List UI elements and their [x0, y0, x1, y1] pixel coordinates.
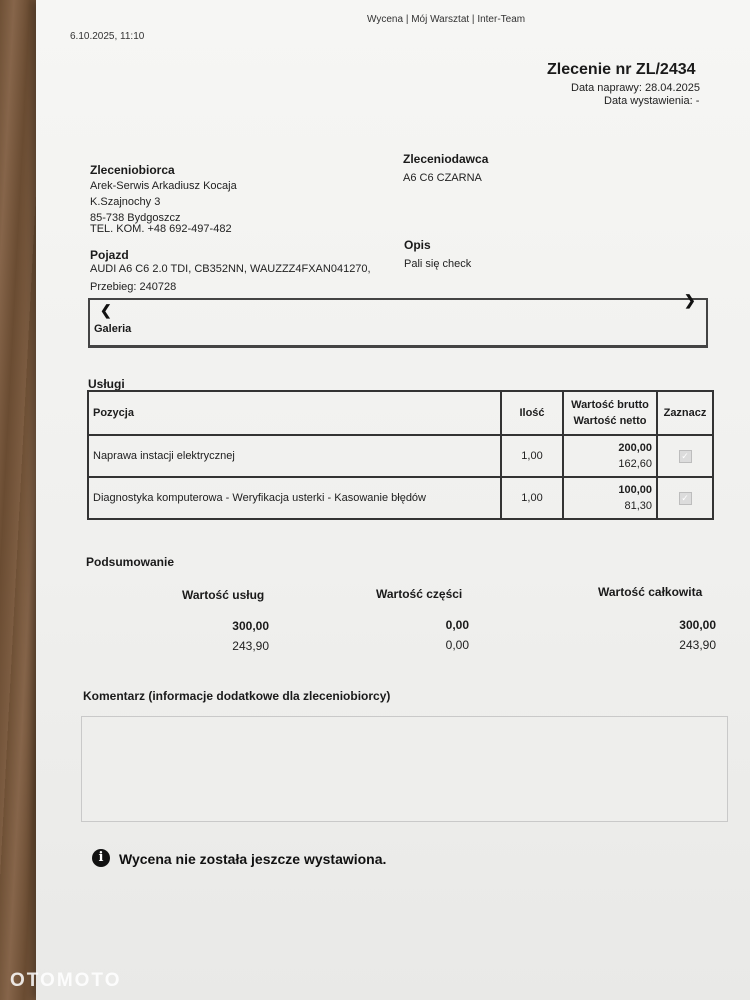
col-select: Zaznacz	[657, 391, 713, 435]
row-select-cell	[657, 435, 713, 477]
row-values	[563, 435, 657, 477]
row-net: 162,60	[618, 458, 652, 470]
summary-heading: Podsumowanie	[86, 555, 175, 569]
row-values	[563, 477, 657, 519]
gallery-panel	[88, 298, 708, 348]
repair-date: Data naprawy: 28.04.2025	[571, 82, 701, 94]
services-heading: Usługi	[88, 377, 125, 391]
comment-heading: Komentarz (informacje dodatkowe dla zleceniobiorcy)	[83, 689, 391, 703]
summary-services-net: 243,90	[232, 639, 269, 653]
table-row	[88, 435, 713, 477]
contractor-phone: TEL. KOM. +48 692-497-482	[90, 223, 232, 235]
quote-status-notice: Wycena nie została jeszcze wystawiona.	[119, 851, 387, 867]
vehicle-heading: Pojazd	[90, 248, 129, 262]
order-title: Zlecenie nr ZL/2434	[547, 61, 696, 78]
table-header-row	[88, 391, 713, 435]
gallery-label: Galeria	[94, 323, 132, 335]
summary-services-label: Wartość usług	[182, 588, 265, 602]
row-checkbox[interactable]: ✓	[679, 492, 692, 505]
print-timestamp: 6.10.2025, 11:10	[70, 31, 145, 42]
services-table	[87, 390, 714, 520]
description-text: Pali się check	[404, 258, 472, 270]
summary-parts-net: 0,00	[445, 638, 469, 652]
row-position: Diagnostyka komputerowa - Weryfikacja usterki - Kasowanie błędów	[88, 477, 501, 519]
contractor-heading: Zleceniobiorca	[90, 163, 175, 177]
info-icon: i	[92, 849, 110, 867]
col-value-net: Wartość netto	[573, 415, 647, 427]
gallery-prev-icon[interactable]: ❮	[100, 302, 112, 318]
summary-total-label: Wartość całkowita	[598, 585, 703, 599]
row-gross: 200,00	[618, 442, 652, 454]
contractor-street: K.Szajnochy 3	[90, 196, 161, 208]
row-quantity: 1,00	[501, 477, 563, 519]
contractor-city: 85-738 Bydgoszcz	[90, 212, 181, 224]
contractor-name: Arek-Serwis Arkadiusz Kocaja	[90, 180, 237, 192]
col-values	[563, 391, 657, 435]
issue-date: Data wystawienia: -	[604, 95, 700, 107]
row-select-cell	[657, 477, 713, 519]
row-gross: 100,00	[618, 484, 652, 496]
description-heading: Opis	[404, 238, 431, 252]
summary-total-net: 243,90	[679, 638, 716, 652]
row-position: Naprawa instacji elektrycznej	[88, 435, 501, 477]
client-heading: Zleceniodawca	[403, 152, 489, 166]
client-name: A6 C6 CZARNA	[403, 172, 482, 184]
row-net: 81,30	[624, 500, 652, 512]
row-quantity: 1,00	[501, 435, 563, 477]
col-value-gross: Wartość brutto	[571, 399, 649, 411]
summary-parts-gross: 0,00	[445, 618, 469, 632]
otomoto-watermark: OTOMOTO	[10, 970, 122, 991]
summary-services-gross: 300,00	[232, 619, 269, 633]
row-checkbox[interactable]: ✓	[679, 450, 692, 463]
summary-parts-label: Wartość części	[376, 587, 463, 601]
col-quantity: Ilość	[501, 391, 563, 435]
gallery-next-icon[interactable]: ❯	[684, 292, 696, 308]
vehicle-details: AUDI A6 C6 2.0 TDI, CB352NN, WAUZZZ4FXAN041270,	[90, 263, 371, 275]
comment-textarea[interactable]	[81, 716, 728, 822]
vehicle-mileage: Przebieg: 240728	[90, 281, 177, 293]
col-position: Pozycja	[88, 391, 501, 435]
table-row	[88, 477, 713, 519]
summary-total-gross: 300,00	[679, 618, 716, 632]
page-header: Wycena | Mój Warsztat | Inter-Team	[367, 14, 526, 25]
